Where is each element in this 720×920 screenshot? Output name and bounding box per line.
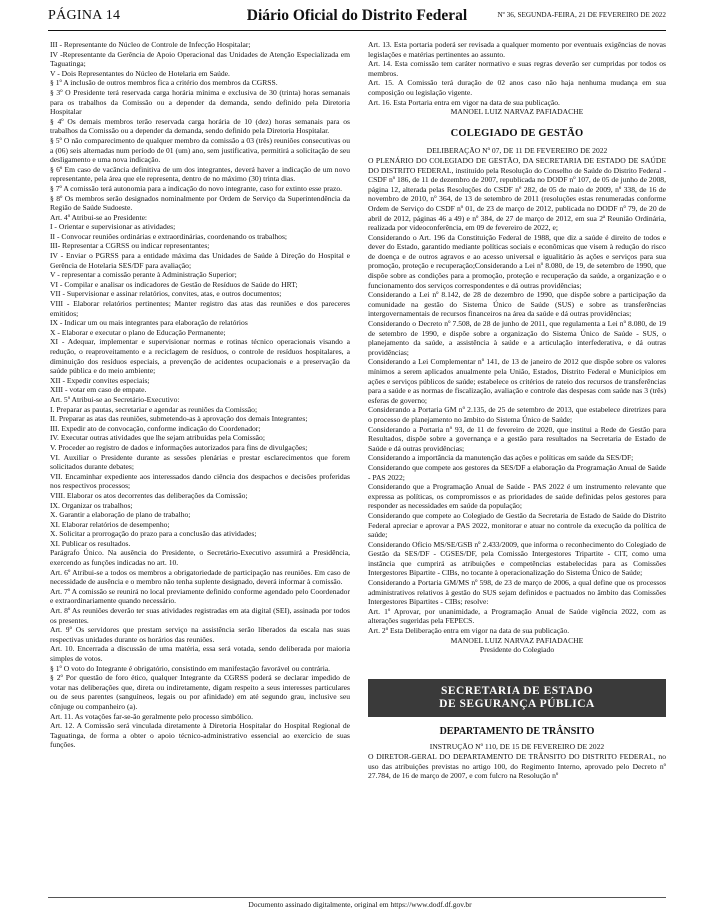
instruction-number: INSTRUÇÃO Nº 110, DE 15 DE FEVEREIRO DE 2022 bbox=[429, 742, 605, 752]
paragraph: X. Garantir a elaboração de plano de trabalho; bbox=[50, 510, 191, 520]
paragraph: Art. 7º A comissão se reunirá no local previamente definido conforme agendado pelo Coordenador e extraordinariamente quando necessário. bbox=[50, 586, 350, 606]
paragraph: Considerando que a Programação Anual de Saúde - PAS 2022 é um instrumento relevante que expressa as políticas, os compromissos e as prioridades de saúde definidas pelos gestores para responder as necessidades em saúde da população; bbox=[368, 482, 666, 511]
paragraph: VI - Compilar e analisar os indicadores de Gestão de Resíduos de Saúde do HRT; bbox=[50, 279, 298, 289]
deliberation-number: DELIBERAÇÃO Nº 07, DE 11 DE FEVEREIRO DE 2022 bbox=[426, 146, 608, 156]
paragraph: XI. Publicar os resultados. bbox=[50, 538, 131, 548]
paragraph: § 1º O voto do Integrante é obrigatório, consistindo em manifestação favorável ou contrária. bbox=[50, 663, 331, 673]
paragraph: II - Convocar reuniões ordinárias e extraordinárias, coordenando os trabalhos; bbox=[50, 231, 288, 241]
paragraph: VIII. Elaborar os atos decorrentes das deliberações da Comissão; bbox=[50, 490, 248, 500]
paragraph: III. Expedir ato de convocação, conforme indicação do Coordenador; bbox=[50, 423, 261, 433]
left-column bbox=[50, 40, 350, 750]
right-column bbox=[368, 40, 666, 781]
paragraph: Art. 2º Esta Deliberação entra em vigor na data de sua publicação. bbox=[368, 626, 570, 636]
paragraph: Art. 5º Atribui-se ao Secretário-Executivo: bbox=[50, 394, 180, 404]
deliberation-body bbox=[368, 156, 666, 636]
footer-rule bbox=[48, 897, 666, 898]
paragraph: Considerando o Decreto nº 7.508, de 28 de junho de 2011, que regulamenta a Lei nº 8.080, de 19 de setembro de 1990, e dispõe sobre a organização do Sistema Único de Saúde - SUS, o planejamento da saúde, a assistência à saúde e a articulação interfederativa, e dá outras providências; bbox=[368, 319, 666, 357]
paragraph: Art. 6º Atribui-se a todos os membros a obrigatoriedade de participação nas reuniões. Em caso de necessidade de ausência e o membro não tenha suplente designado, deverá informar à comissão. bbox=[50, 567, 350, 587]
paragraph: Art. 1º Aprovar, por unanimidade, a Programação Anual de Saúde vigência 2022, com as alterações sugeridas pela FEPECS. bbox=[368, 606, 666, 626]
paragraph: Art. 15. A Comissão terá duração de 02 anos caso não haja nenhuma mudança em sua composição ou legislação vigente. bbox=[368, 78, 666, 97]
paragraph: Considerando o Art. 196 da Constituição Federal de 1988, que diz a saúde é direito de todos e dever do Estado, garantido mediante políticas sociais e econômicas que visem à redução do risco de doença e de outros agravos e ao acesso universal e igualitário às ações e serviços para sua promoção, proteção e recuperação;Considerando a Lei nº 8.080, de 19, de setembro de 1990, que dispõe sobre as condições para a promoção, proteção e recuperação da saúde, a organização e o funcionamento dos serviços correspondentes e dá outras providências; bbox=[368, 232, 666, 290]
issue-info: Nº 36, SEGUNDA-FEIRA, 21 DE FEVEREIRO DE 2022 bbox=[497, 11, 666, 19]
paragraph: Art. 12. A Comissão será vinculada diretamente à Diretoria Hospitalar do Hospital Regional de Taguatinga, de forma a obter o apoio técnico-administrativo essencial ao exercício de suas funções. bbox=[50, 721, 350, 750]
paragraph: V. Proceder ao registro de dados e informações autorizados para fins de divulgações; bbox=[50, 442, 308, 452]
paragraph: Art. 8º As reuniões deverão ter suas atividades registradas em ata digital (SEI), assinada por todos os presentes. bbox=[50, 606, 350, 625]
paragraph: Considerando Ofício MS/SE/GSB nº 2.433/2009, que informa o reconhecimento do Colegiado de Gestão da SES/DF - CGSES/DF, pela Comissão Intergestores Tripartite - CIT, como uma instância que cumprirá as atribuições e competências estabelecidas para as Comissões Intergestores Bipartite - CIBs, no tocante à operacionalização do Sistema Único de Saúde; bbox=[368, 539, 666, 578]
paragraph: I - Orientar e supervisionar as atividades; bbox=[50, 222, 176, 232]
paragraph: Art. 10. Encerrada a discussão de uma matéria, essa será votada, sendo deliberada por maioria simples de votos. bbox=[50, 644, 350, 663]
paragraph: III - Representante do Núcleo de Controle de Infecção Hospitalar; bbox=[50, 40, 251, 49]
paragraph: Art. 14. Esta comissão tem caráter normativo e suas regras deverão ser cumpridas por todos os membros. bbox=[368, 59, 666, 78]
paragraph: Art. 9º Os servidores que prestam serviço na assistência serão liberados da escala nas suas respectivas unidades durante os horários das reuniões. bbox=[50, 625, 350, 644]
header-rule bbox=[48, 30, 666, 31]
paragraph: IX - Indicar um ou mais integrantes para elaboração de relatórios bbox=[50, 318, 248, 328]
signature-colegiado: MANOEL LUIZ NARVAZ PAFIADACHE bbox=[450, 635, 584, 645]
paragraph: II. Preparar as atas das reuniões, submetendo-as à aprovação dos demais Integrantes; bbox=[50, 414, 308, 424]
paragraph: Considerando que compete ao Colegiado de Gestão da Secretaria de Estado de Saúde do Distrito Federal apreciar e aprovar a PAS 2022, monitorar e atuar no controle da execução da política de saúde; bbox=[368, 510, 666, 540]
paragraph: Art. 11. As votações far-se-ão geralmente pelo processo simbólico. bbox=[50, 711, 254, 721]
paragraph: Considerando a Lei nº 8.142, de 28 de dezembro de 1990, que dispõe sobre a participação da comunidade na gestão do Sistema Único de Saúde (SUS) e sobre as transferências intergovernamentais de recursos financeiros na área da saúde e dá outras providências; bbox=[368, 290, 666, 319]
paragraph: O PLENÁRIO DO COLEGIADO DE GESTÃO, DA SECRETARIA DE ESTADO DE SAÚDE DO DISTRITO FEDERAL, instituído pela Resolução do Conselho de Saúde do Distrito Federal - CSDF nº 186, de 11 de dezembro de 2007, republicada no DODF nº 107, de 05 de junho de 2008, página 12, alterada pelas Resoluções do CSDF nº 282, de 05 de maio de 2009, nº 338, de 16 de novembro de 2010, nº 364, de 13 de setembro de 2011 (resoluções estas renumeradas conforme Ordem de Serviço do CSDF nº 01, de 23 de março de 2012, publicada no DODF nº 79, de 20 de abril de 2012, páginas 46 a 49) e nº 384, de 27 de março de 2012, em sua 2ª Reunião Ordinária, realizada por videoconferência, em 09 de fevereiro de 2022, e; bbox=[368, 155, 666, 233]
paragraph: I. Preparar as pautas, secretariar e agendar as reuniões da Comissão; bbox=[50, 404, 258, 414]
paragraph: XIII - votar em caso de empate. bbox=[50, 385, 147, 395]
paragraph: VII. Encaminhar expediente aos interessados dando ciência dos despachos e decisões proferidas nos respectivos processos; bbox=[50, 471, 350, 491]
paragraph: XI. Elaborar relatórios de desempenho; bbox=[50, 519, 170, 529]
paragraph: Considerando a importância da manutenção das ações e políticas em saúde da SES/DF; bbox=[368, 453, 634, 463]
secretaria-line1: SECRETARIA DE ESTADO bbox=[440, 684, 594, 697]
paragraph: Considerando que compete aos gestores da SES/DF a elaboração da Programação Anual de Saúde - PAS 2022; bbox=[368, 462, 666, 482]
paragraph: § 5º O não comparecimento de qualquer membro da comissão a 03 (três) reuniões consecutivas ou a (06) seis alternadas num período de 01 (um) ano, sem justificativa, permitirá a solicitação de seu desligamento e uma nova indicação. bbox=[50, 135, 350, 165]
paragraph: IV - Enviar o PGRSS para a entidade máxima das Unidades de Saúde à Direção do Hospital e Gerência de Hotelaria SES/DF para avaliação; bbox=[50, 251, 350, 270]
paragraph: VIII - Elaborar relatórios pertinentes; Manter registro das atas das reuniões e dos pareceres emitidos; bbox=[50, 299, 350, 318]
paragraph: § 3º O Presidente terá reservada carga horária mínima e exclusiva de 30 (trinta) horas semanais para os trabalhos da Comissão ou a depender da demanda, sendo definido pela Diretoria Hospitalar bbox=[50, 87, 350, 117]
paragraph: Considerando a Portaria nº 93, de 11 de fevereiro de 2020, que institui a Rede de Gestão para Resultados, dispõe sobre a governança e a gestão para resultados na Secretaria de Estado de Saúde e dá outras providências; bbox=[368, 424, 666, 453]
signature-role: Presidente do Colegiado bbox=[479, 645, 555, 655]
page-number: PÁGINA 14 bbox=[48, 8, 121, 23]
paragraph: IV -Representante da Gerência de Apoio Operacional das Unidades de Atenção Especializada em Taguatinga; bbox=[50, 49, 350, 69]
paragraph: X. Solicitar a prorrogação do prazo para a conclusão das atividades; bbox=[50, 529, 257, 539]
paragraph: VII - Supervisionar e assinar relatórios, convites, atas, e outros documentos; bbox=[50, 289, 282, 299]
paragraph: § 1º A inclusão de outros membros fica a critério dos membros da CGRSS. bbox=[50, 78, 278, 88]
paragraph: IV. Executar outras atividades que lhe sejam atribuídas pela Comissão; bbox=[50, 433, 265, 443]
transito-heading: DEPARTAMENTO DE TRÂNSITO bbox=[439, 725, 595, 737]
paragraph: Parágrafo Único. Na ausência do Presidente, o Secretário-Executivo assumirá a Presidência, exercendo as funções indicadas no art. 10. bbox=[50, 548, 350, 568]
paragraph: XI - Adequar, implementar e supervisionar normas e rotinas técnico operacionais visando a redução, o reaproveitamento e a reciclagem de resíduos, o controle de resíduos hospitalares, a diminuição dos resíduos especiais, a prevenção de acidentes ocupacionais e a preservação da saúde pública e do meio ambiente; bbox=[50, 337, 350, 376]
paragraph: Considerando a Lei Complementar nº 141, de 13 de janeiro de 2012 que dispõe sobre os valores mínimos a serem aplicados anualmente pela União, Estados, Distrito Federal e Municípios em ações e serviços públicos de saúde; estabelece os critérios de rateio dos recursos de transferências para a saúde e as normas de fiscalização, avaliação e controle das despesas com saúde nas 3 (três) esferas de governo; bbox=[368, 357, 666, 405]
secretaria-banner bbox=[368, 679, 666, 717]
paragraph: V - representar a comissão perante à Administração Superior; bbox=[50, 270, 237, 280]
page-header bbox=[48, 6, 666, 32]
instruction-text: O DIRETOR-GERAL DO DEPARTAMENTO DE TRÂNSITO DO DISTRITO FEDERAL, no uso das atribuições previstas no artigo 100, do Regimento Interno, aprovado pelo Decreto nº 27.784, de 16 de março de 2007, e com fulcro na Resolução nº bbox=[368, 752, 666, 781]
signature-portaria: MANOEL LUIZ NARVAZ PAFIADACHE bbox=[450, 107, 584, 117]
paragraph: IX. Organizar os trabalhos; bbox=[50, 500, 133, 510]
paragraph: X - Elaborar e executar o plano de Educação Permanente; bbox=[50, 327, 226, 337]
paragraph: Considerando a Portaria GM nº 2.135, de 25 de setembro de 2013, que estabelece diretrizes para o processo de planejamento no âmbito do Sistema Único de Saúde; bbox=[368, 405, 666, 424]
paragraph: V - Dois Representantes do Núcleo de Hotelaria em Saúde. bbox=[50, 68, 230, 78]
paragraph: § 7º A comissão terá autonomia para a indicação do novo integrante, caso for extinto esse prazo. bbox=[50, 183, 343, 193]
paragraph: VI. Auxiliar o Presidente durante as sessões plenárias e prestar esclarecimentos que forem solicitados durante debates; bbox=[50, 452, 350, 472]
paragraph: Art. 4º Atribui-se ao Presidente: bbox=[50, 212, 148, 222]
paragraph: § 4º Os demais membros terão reservada carga horária de 10 (dez) horas semanais para os trabalhos da Comissão ou a depender da demanda, sendo definido pela Diretoria Hospitalar. bbox=[50, 116, 350, 136]
secretaria-line2: DE SEGURANÇA PÚBLICA bbox=[439, 697, 595, 710]
paragraph: Art. 16. Esta Portaria entra em vigor na data de sua publicação. bbox=[368, 97, 560, 107]
paragraph: Considerando a Portaria GM/MS nº 598, de 23 de março de 2006, a qual define que os processos administrativos relativos à gestão do SUS sejam definidos e pactuados no âmbito das Comissões Intergestores Bipartites - CIBs; resolve: bbox=[368, 578, 666, 607]
paragraph: XII - Expedir convites especiais; bbox=[50, 375, 150, 385]
paragraph: III- Representar a CGRSS ou indicar representantes; bbox=[50, 241, 210, 251]
portaria-articles bbox=[368, 40, 666, 107]
colegiado-heading: COLEGIADO DE GESTÃO bbox=[450, 127, 584, 139]
paragraph: Art. 13. Esta portaria poderá ser revisada a qualquer momento por eventuais exigências de novas legislações e matérias pertinentes ao assunto. bbox=[368, 40, 666, 59]
paragraph: § 6º Em caso de vacância definitiva de um dos integrantes, deverá haver a indicação de um novo representante, pela área que ele representa, dentro de no máximo (30) trinta dias. bbox=[50, 164, 350, 184]
journal-title: Diário Oficial do Distrito Federal bbox=[246, 7, 468, 24]
footer-note: Documento assinado digitalmente, original em https://www.dodf.df.gov.br bbox=[248, 900, 472, 909]
paragraph: § 2º Por questão de foro ético, qualquer Integrante da CGRSS poderá se declarar impedido de votar nas deliberações que, direta ou indiretamente, digam respeito a seus interesses particulares ou de seus parentes (sanguíneos, legais ou por afinidade) em até segundo grau, inclusive seu cônjuge ou companheiro (a). bbox=[50, 673, 350, 711]
paragraph: § 8º Os membros serão designados nominalmente por Ordem de Serviço da Superintendência da Região de Saúde Sudoeste. bbox=[50, 193, 350, 213]
